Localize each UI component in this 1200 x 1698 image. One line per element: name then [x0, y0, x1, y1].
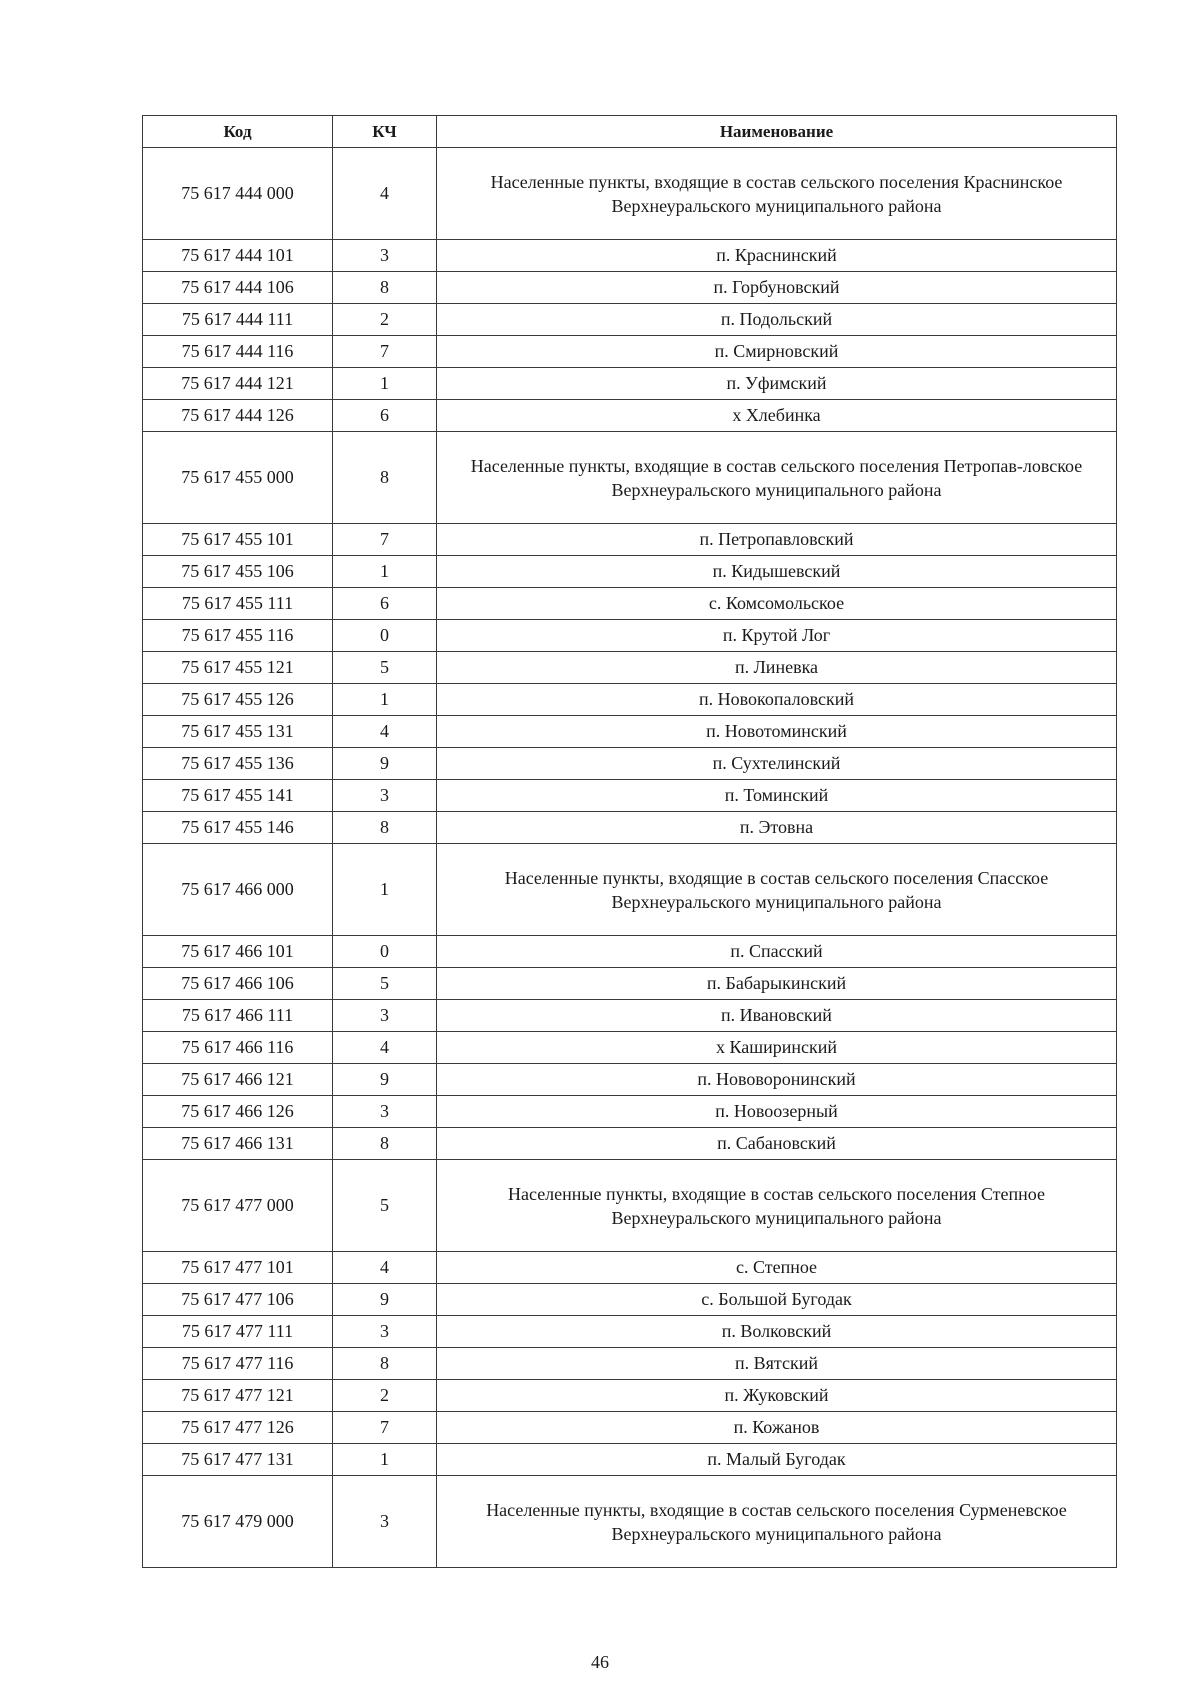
table-row-group-heading — [143, 844, 1117, 936]
cell-name: п. Горбуновский — [437, 272, 1117, 304]
cell-name: п. Томинский — [437, 780, 1117, 812]
cell-kch: 1 — [333, 684, 437, 716]
cell-kch: 8 — [333, 1128, 437, 1160]
table-row — [143, 1348, 1117, 1380]
table-row — [143, 1316, 1117, 1348]
table-row — [143, 1032, 1117, 1064]
cell-code: 75 617 466 116 — [143, 1032, 333, 1064]
cell-code: 75 617 479 000 — [143, 1476, 333, 1568]
cell-name: Населенные пункты, входящие в состав сельского поселения Степное Верхнеуральского муниципального района — [437, 1160, 1117, 1252]
table-row — [143, 304, 1117, 336]
cell-kch: 4 — [333, 1252, 437, 1284]
cell-kch: 4 — [333, 148, 437, 240]
cell-name: п. Нововоронинский — [437, 1064, 1117, 1096]
cell-kch: 5 — [333, 652, 437, 684]
table-row — [143, 780, 1117, 812]
cell-kch: 8 — [333, 1348, 437, 1380]
cell-code: 75 617 477 101 — [143, 1252, 333, 1284]
header-code: Код — [143, 116, 333, 148]
cell-code: 75 617 455 000 — [143, 432, 333, 524]
cell-name: х Хлебинка — [437, 400, 1117, 432]
cell-code: 75 617 455 121 — [143, 652, 333, 684]
table-row — [143, 368, 1117, 400]
table-row — [143, 1128, 1117, 1160]
cell-code: 75 617 455 111 — [143, 588, 333, 620]
cell-kch: 4 — [333, 1032, 437, 1064]
table-row — [143, 716, 1117, 748]
cell-kch: 2 — [333, 304, 437, 336]
table-row-group-heading — [143, 1476, 1117, 1568]
cell-name: с. Большой Бугодак — [437, 1284, 1117, 1316]
cell-name: Населенные пункты, входящие в состав сельского поселения Сурменевское Верхнеуральского муниципального района — [437, 1476, 1117, 1568]
table-row — [143, 812, 1117, 844]
cell-name: п. Сухтелинский — [437, 748, 1117, 780]
table-row-group-heading — [143, 432, 1117, 524]
cell-code: 75 617 444 116 — [143, 336, 333, 368]
table-row — [143, 1284, 1117, 1316]
table-row — [143, 968, 1117, 1000]
cell-kch: 8 — [333, 812, 437, 844]
cell-name: Населенные пункты, входящие в состав сельского поселения Спасское Верхнеуральского муниципального района — [437, 844, 1117, 936]
cell-code: 75 617 444 111 — [143, 304, 333, 336]
cell-kch: 8 — [333, 432, 437, 524]
cell-kch: 9 — [333, 1064, 437, 1096]
cell-code: 75 617 455 101 — [143, 524, 333, 556]
cell-name: п. Петропавловский — [437, 524, 1117, 556]
cell-name: п. Новотоминский — [437, 716, 1117, 748]
cell-code: 75 617 466 111 — [143, 1000, 333, 1032]
cell-code: 75 617 455 106 — [143, 556, 333, 588]
cell-kch: 0 — [333, 936, 437, 968]
cell-code: 75 617 466 131 — [143, 1128, 333, 1160]
cell-kch: 5 — [333, 1160, 437, 1252]
table-row — [143, 556, 1117, 588]
cell-kch: 3 — [333, 780, 437, 812]
cell-code: 75 617 477 121 — [143, 1380, 333, 1412]
cell-kch: 3 — [333, 1316, 437, 1348]
cell-kch: 3 — [333, 1476, 437, 1568]
cell-name: п. Новоозерный — [437, 1096, 1117, 1128]
okato-table — [142, 115, 1117, 1568]
cell-kch: 0 — [333, 620, 437, 652]
table-row — [143, 1444, 1117, 1476]
cell-code: 75 617 444 000 — [143, 148, 333, 240]
cell-kch: 3 — [333, 1096, 437, 1128]
cell-kch: 4 — [333, 716, 437, 748]
page-number: 46 — [591, 1652, 609, 1672]
table-row — [143, 936, 1117, 968]
cell-kch: 7 — [333, 336, 437, 368]
cell-code: 75 617 444 106 — [143, 272, 333, 304]
cell-name: п. Вятский — [437, 1348, 1117, 1380]
cell-code: 75 617 466 106 — [143, 968, 333, 1000]
cell-code: 75 617 444 126 — [143, 400, 333, 432]
cell-name: п. Жуковский — [437, 1380, 1117, 1412]
cell-kch: 1 — [333, 844, 437, 936]
cell-name: с. Комсомольское — [437, 588, 1117, 620]
cell-kch: 3 — [333, 1000, 437, 1032]
table-body — [143, 148, 1117, 1568]
table-row — [143, 1412, 1117, 1444]
cell-name: Населенные пункты, входящие в состав сельского поселения Краснинское Верхнеуральского муниципального района — [437, 148, 1117, 240]
table-row — [143, 652, 1117, 684]
cell-name: п. Уфимский — [437, 368, 1117, 400]
cell-kch: 8 — [333, 272, 437, 304]
cell-code: 75 617 444 101 — [143, 240, 333, 272]
cell-kch: 7 — [333, 1412, 437, 1444]
table-row — [143, 1000, 1117, 1032]
cell-code: 75 617 477 116 — [143, 1348, 333, 1380]
table-row — [143, 588, 1117, 620]
table-header-row — [143, 116, 1117, 148]
table-row — [143, 1252, 1117, 1284]
cell-kch: 1 — [333, 1444, 437, 1476]
table-row — [143, 620, 1117, 652]
cell-code: 75 617 444 121 — [143, 368, 333, 400]
cell-code: 75 617 466 101 — [143, 936, 333, 968]
table-row — [143, 524, 1117, 556]
cell-kch: 9 — [333, 1284, 437, 1316]
cell-code: 75 617 455 126 — [143, 684, 333, 716]
cell-code: 75 617 477 126 — [143, 1412, 333, 1444]
cell-code: 75 617 455 116 — [143, 620, 333, 652]
cell-name: п. Подольский — [437, 304, 1117, 336]
table-row — [143, 272, 1117, 304]
cell-name: п. Крутой Лог — [437, 620, 1117, 652]
cell-name: с. Степное — [437, 1252, 1117, 1284]
cell-kch: 5 — [333, 968, 437, 1000]
table-row-group-heading — [143, 1160, 1117, 1252]
table-row — [143, 1380, 1117, 1412]
cell-code: 75 617 477 111 — [143, 1316, 333, 1348]
table-row — [143, 400, 1117, 432]
cell-name: п. Этовна — [437, 812, 1117, 844]
cell-kch: 7 — [333, 524, 437, 556]
cell-code: 75 617 455 141 — [143, 780, 333, 812]
cell-name: п. Сабановский — [437, 1128, 1117, 1160]
table-row — [143, 240, 1117, 272]
cell-kch: 6 — [333, 400, 437, 432]
cell-name: п. Кидышевский — [437, 556, 1117, 588]
cell-name: п. Линевка — [437, 652, 1117, 684]
cell-code: 75 617 466 121 — [143, 1064, 333, 1096]
table-row — [143, 1064, 1117, 1096]
table-row — [143, 684, 1117, 716]
cell-name: п. Кожанов — [437, 1412, 1117, 1444]
cell-code: 75 617 455 131 — [143, 716, 333, 748]
cell-code: 75 617 455 136 — [143, 748, 333, 780]
cell-code: 75 617 477 131 — [143, 1444, 333, 1476]
table-row — [143, 1096, 1117, 1128]
cell-code: 75 617 466 000 — [143, 844, 333, 936]
header-kch: КЧ — [333, 116, 437, 148]
cell-name: п. Новокопаловский — [437, 684, 1117, 716]
cell-kch: 2 — [333, 1380, 437, 1412]
cell-kch: 3 — [333, 240, 437, 272]
cell-name: п. Бабарыкинский — [437, 968, 1117, 1000]
cell-kch: 6 — [333, 588, 437, 620]
table-row — [143, 336, 1117, 368]
cell-code: 75 617 477 000 — [143, 1160, 333, 1252]
cell-name: п. Ивановский — [437, 1000, 1117, 1032]
cell-name: Населенные пункты, входящие в состав сельского поселения Петропав-ловское Верхнеуральского муниципального района — [437, 432, 1117, 524]
cell-kch: 1 — [333, 556, 437, 588]
cell-name: п. Малый Бугодак — [437, 1444, 1117, 1476]
cell-kch: 9 — [333, 748, 437, 780]
cell-code: 75 617 477 106 — [143, 1284, 333, 1316]
table-row-group-heading — [143, 148, 1117, 240]
cell-name: п. Спасский — [437, 936, 1117, 968]
cell-name: п. Смирновский — [437, 336, 1117, 368]
cell-name: х Каширинский — [437, 1032, 1117, 1064]
cell-name: п. Краснинский — [437, 240, 1117, 272]
cell-name: п. Волковский — [437, 1316, 1117, 1348]
header-name: Наименование — [437, 116, 1117, 148]
cell-code: 75 617 455 146 — [143, 812, 333, 844]
cell-code: 75 617 466 126 — [143, 1096, 333, 1128]
table-row — [143, 748, 1117, 780]
cell-kch: 1 — [333, 368, 437, 400]
